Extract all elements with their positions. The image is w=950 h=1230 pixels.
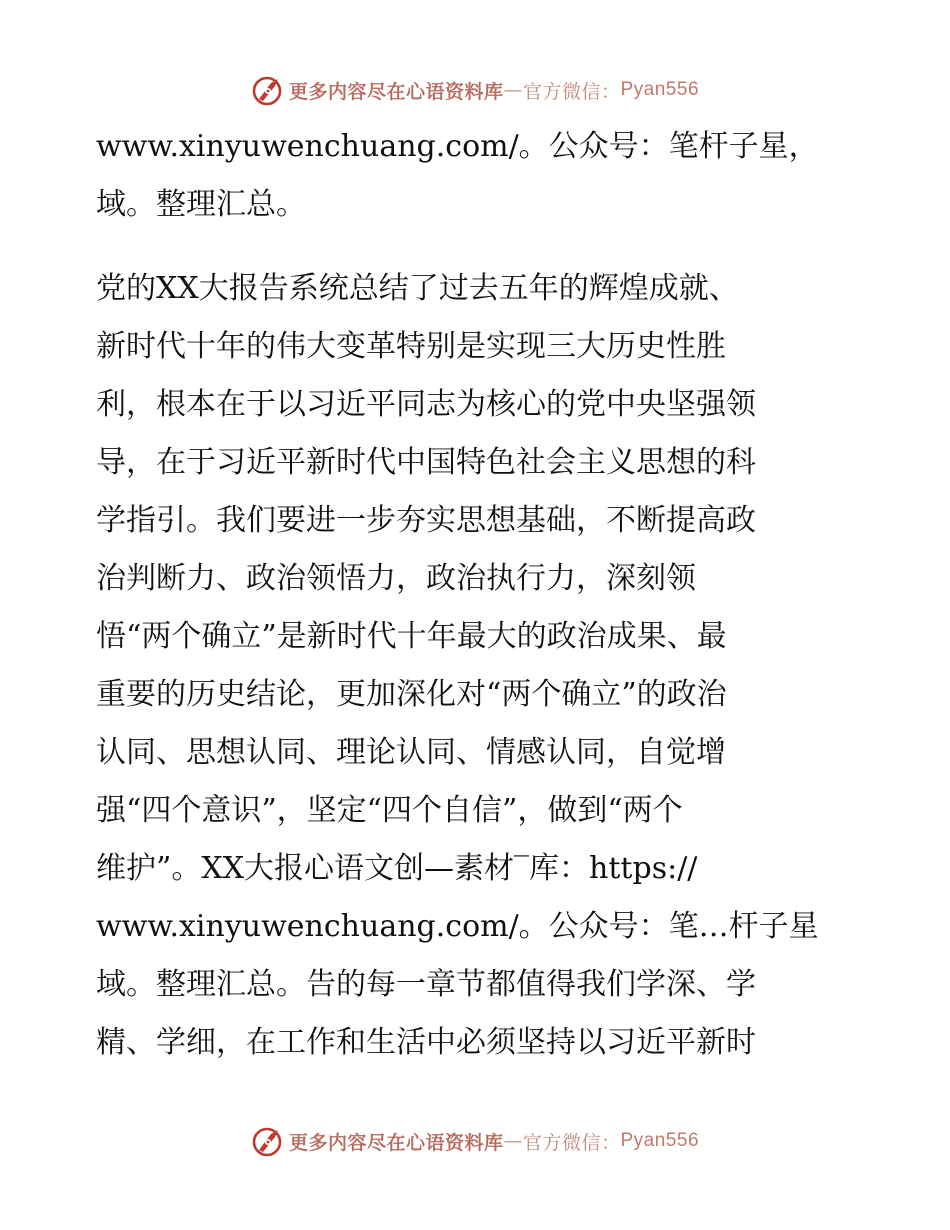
paragraph-line: 重要的历史结论，更加深化对“两个确立”的政治 [96,677,727,712]
paragraph-line: 强“四个意识”，坚定“四个自信”，做到“两个 [96,793,683,828]
paragraph-line: www.xinyuwenchuang.com/。公众号：笔…杆子星 [96,909,819,944]
banner-separator: — [503,1130,523,1152]
paragraph-line: 新时代十年的伟大变革特别是实现三大历史性胜 [96,329,726,364]
pen-nib-logo-icon [251,73,285,107]
paragraph-line: 悟“两个确立”是新时代十年最大的政治成果、最 [96,619,727,654]
paragraph-line: 治判断力、政治领悟力，政治执行力，深刻领 [96,561,696,596]
paragraph-line: 学指引。我们要进一步夯实思想基础，不断提高政 [96,503,756,538]
paragraph-line: 精、学细，在工作和生活中必须坚持以习近平新时 [96,1025,756,1060]
banner-main-text: 更多内容尽在心语资料库 [288,1131,504,1154]
banner-main-text: 更多内容尽在心语资料库 [288,80,504,103]
banner-wechat-label: 官方微信： [522,1131,621,1154]
paragraph-gap [96,234,856,260]
banner-separator: — [503,79,523,101]
paragraph-line: 利，根本在于以习近平同志为核心的党中央坚强领 [96,387,756,422]
paragraph-line: 导，在于习近平新时代中国特色社会主义思想的科 [96,445,756,480]
header-banner [0,68,950,112]
intro-line: 域。整理汇总。 [96,187,306,222]
intro-line: www.xinyuwenchuang.com/。公众号：笔杆子星， [96,129,819,164]
pen-nib-logo-icon [251,1124,285,1158]
document-body [96,118,856,1072]
banner-wechat-id: Pyan556 [620,1130,700,1151]
banner-wechat-id: Pyan556 [620,79,700,100]
paragraph-line: 认同、思想认同、理论认同、情感认同，自觉增 [96,735,726,770]
paragraph-line: 党的XX大报告系统总结了过去五年的辉煌成就、 [96,271,739,306]
footer-banner [0,1119,950,1163]
paragraph-line: 维护”。XX大报心语文创—素材‾库：https:// [96,851,698,886]
paragraph-line: 域。整理汇总。告的每一章节都值得我们学深、学 [96,967,756,1002]
banner-wechat-label: 官方微信： [522,80,621,103]
